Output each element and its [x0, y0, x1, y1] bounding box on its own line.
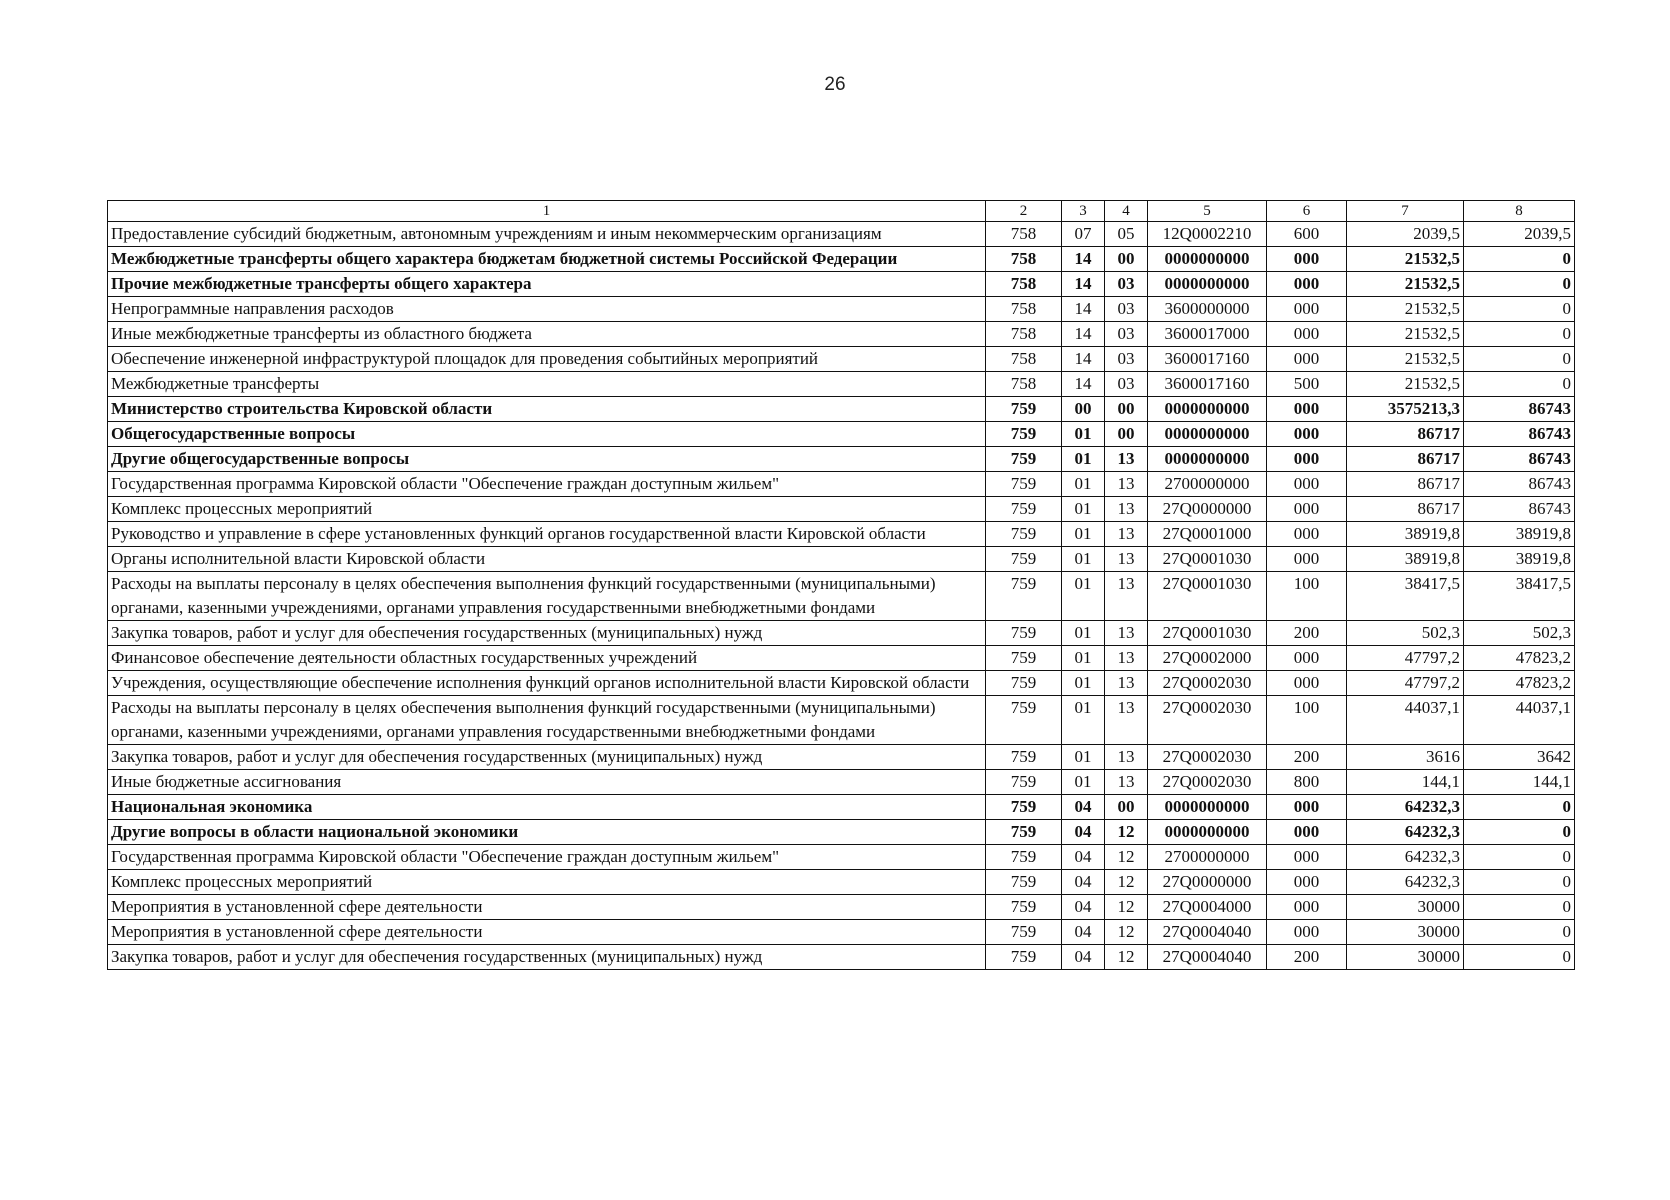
section-code-cell: 04 — [1062, 945, 1105, 970]
target-article-cell: 3600017160 — [1148, 372, 1267, 397]
amount-column-8-cell: 86743 — [1464, 497, 1575, 522]
expense-type-cell: 000 — [1267, 522, 1347, 547]
target-article-cell: 2700000000 — [1148, 472, 1267, 497]
amount-column-7-cell: 3616 — [1347, 745, 1464, 770]
section-code-cell: 01 — [1062, 621, 1105, 646]
ministry-code-cell: 758 — [986, 297, 1062, 322]
row-name-cell: Мероприятия в установленной сфере деятельности — [108, 895, 986, 920]
table-row — [108, 671, 1575, 696]
section-code-cell: 14 — [1062, 372, 1105, 397]
amount-column-7-cell: 44037,1 — [1347, 696, 1464, 745]
amount-column-8-cell: 0 — [1464, 347, 1575, 372]
subsection-code-cell: 13 — [1105, 671, 1148, 696]
section-code-cell: 01 — [1062, 422, 1105, 447]
amount-column-7-cell: 30000 — [1347, 920, 1464, 945]
ministry-code-cell: 759 — [986, 472, 1062, 497]
section-code-cell: 01 — [1062, 447, 1105, 472]
table-row — [108, 572, 1575, 621]
table-row — [108, 322, 1575, 347]
expense-type-cell: 600 — [1267, 222, 1347, 247]
column-header: 7 — [1347, 201, 1464, 222]
table-row — [108, 945, 1575, 970]
subsection-code-cell: 12 — [1105, 870, 1148, 895]
row-name-cell: Иные бюджетные ассигнования — [108, 770, 986, 795]
table-row — [108, 845, 1575, 870]
row-name-cell: Закупка товаров, работ и услуг для обеспечения государственных (муниципальных) нужд — [108, 745, 986, 770]
subsection-code-cell: 13 — [1105, 646, 1148, 671]
expense-type-cell: 000 — [1267, 397, 1347, 422]
subsection-code-cell: 00 — [1105, 795, 1148, 820]
amount-column-7-cell: 64232,3 — [1347, 795, 1464, 820]
amount-column-8-cell: 86743 — [1464, 447, 1575, 472]
column-header: 1 — [108, 201, 986, 222]
section-code-cell: 01 — [1062, 472, 1105, 497]
ministry-code-cell: 759 — [986, 845, 1062, 870]
target-article-cell: 27Q0002030 — [1148, 696, 1267, 745]
column-header: 2 — [986, 201, 1062, 222]
row-name-cell: Иные межбюджетные трансферты из областного бюджета — [108, 322, 986, 347]
column-header: 4 — [1105, 201, 1148, 222]
ministry-code-cell: 759 — [986, 770, 1062, 795]
amount-column-8-cell: 0 — [1464, 247, 1575, 272]
amount-column-8-cell: 86743 — [1464, 422, 1575, 447]
amount-column-7-cell: 38417,5 — [1347, 572, 1464, 621]
expense-type-cell: 000 — [1267, 422, 1347, 447]
target-article-cell: 0000000000 — [1148, 247, 1267, 272]
row-name-cell: Закупка товаров, работ и услуг для обеспечения государственных (муниципальных) нужд — [108, 621, 986, 646]
table-row — [108, 422, 1575, 447]
row-name-cell: Другие общегосударственные вопросы — [108, 447, 986, 472]
target-article-cell: 27Q0001000 — [1148, 522, 1267, 547]
target-article-cell: 27Q0001030 — [1148, 572, 1267, 621]
table-row — [108, 820, 1575, 845]
expense-type-cell: 000 — [1267, 870, 1347, 895]
amount-column-7-cell: 47797,2 — [1347, 646, 1464, 671]
ministry-code-cell: 759 — [986, 621, 1062, 646]
column-header: 3 — [1062, 201, 1105, 222]
target-article-cell: 0000000000 — [1148, 397, 1267, 422]
expense-type-cell: 000 — [1267, 547, 1347, 572]
subsection-code-cell: 00 — [1105, 247, 1148, 272]
row-name-cell: Органы исполнительной власти Кировской области — [108, 547, 986, 572]
target-article-cell: 0000000000 — [1148, 820, 1267, 845]
ministry-code-cell: 759 — [986, 422, 1062, 447]
section-code-cell: 07 — [1062, 222, 1105, 247]
ministry-code-cell: 758 — [986, 247, 1062, 272]
row-name-cell: Государственная программа Кировской области "Обеспечение граждан доступным жильем" — [108, 845, 986, 870]
amount-column-7-cell: 21532,5 — [1347, 347, 1464, 372]
section-code-cell: 04 — [1062, 895, 1105, 920]
ministry-code-cell: 759 — [986, 920, 1062, 945]
ministry-code-cell: 758 — [986, 272, 1062, 297]
section-code-cell: 14 — [1062, 247, 1105, 272]
row-name-cell: Закупка товаров, работ и услуг для обеспечения государственных (муниципальных) нужд — [108, 945, 986, 970]
subsection-code-cell: 00 — [1105, 422, 1148, 447]
amount-column-8-cell: 0 — [1464, 845, 1575, 870]
section-code-cell: 01 — [1062, 646, 1105, 671]
column-header: 8 — [1464, 201, 1575, 222]
amount-column-7-cell: 64232,3 — [1347, 870, 1464, 895]
amount-column-7-cell: 30000 — [1347, 945, 1464, 970]
amount-column-7-cell: 3575213,3 — [1347, 397, 1464, 422]
row-name-cell: Общегосударственные вопросы — [108, 422, 986, 447]
subsection-code-cell: 05 — [1105, 222, 1148, 247]
ministry-code-cell: 759 — [986, 671, 1062, 696]
amount-column-8-cell: 38919,8 — [1464, 547, 1575, 572]
amount-column-7-cell: 64232,3 — [1347, 820, 1464, 845]
ministry-code-cell: 758 — [986, 372, 1062, 397]
section-code-cell: 14 — [1062, 347, 1105, 372]
amount-column-7-cell: 30000 — [1347, 895, 1464, 920]
row-name-cell: Непрограммные направления расходов — [108, 297, 986, 322]
ministry-code-cell: 759 — [986, 646, 1062, 671]
amount-column-7-cell: 2039,5 — [1347, 222, 1464, 247]
row-name-cell: Комплекс процессных мероприятий — [108, 870, 986, 895]
expense-type-cell: 200 — [1267, 745, 1347, 770]
target-article-cell: 27Q0004040 — [1148, 945, 1267, 970]
subsection-code-cell: 12 — [1105, 845, 1148, 870]
ministry-code-cell: 759 — [986, 497, 1062, 522]
amount-column-8-cell: 0 — [1464, 322, 1575, 347]
ministry-code-cell: 759 — [986, 572, 1062, 621]
amount-column-8-cell: 3642 — [1464, 745, 1575, 770]
expense-type-cell: 000 — [1267, 795, 1347, 820]
expense-type-cell: 000 — [1267, 272, 1347, 297]
ministry-code-cell: 759 — [986, 820, 1062, 845]
table-row — [108, 272, 1575, 297]
expense-type-cell: 000 — [1267, 472, 1347, 497]
row-name-cell: Прочие межбюджетные трансферты общего характера — [108, 272, 986, 297]
subsection-code-cell: 12 — [1105, 820, 1148, 845]
expense-type-cell: 000 — [1267, 845, 1347, 870]
amount-column-8-cell: 47823,2 — [1464, 646, 1575, 671]
column-header: 6 — [1267, 201, 1347, 222]
expense-type-cell: 100 — [1267, 696, 1347, 745]
ministry-code-cell: 759 — [986, 397, 1062, 422]
table-row — [108, 547, 1575, 572]
target-article-cell: 27Q0001030 — [1148, 621, 1267, 646]
table-row — [108, 297, 1575, 322]
target-article-cell: 27Q0002030 — [1148, 770, 1267, 795]
ministry-code-cell: 759 — [986, 447, 1062, 472]
table-row — [108, 522, 1575, 547]
amount-column-8-cell: 0 — [1464, 920, 1575, 945]
table-row — [108, 247, 1575, 272]
amount-column-8-cell: 0 — [1464, 297, 1575, 322]
expense-type-cell: 000 — [1267, 895, 1347, 920]
table-row — [108, 745, 1575, 770]
expense-type-cell: 000 — [1267, 920, 1347, 945]
target-article-cell: 3600000000 — [1148, 297, 1267, 322]
amount-column-7-cell: 86717 — [1347, 497, 1464, 522]
table-row — [108, 347, 1575, 372]
ministry-code-cell: 759 — [986, 870, 1062, 895]
table-row — [108, 497, 1575, 522]
amount-column-7-cell: 64232,3 — [1347, 845, 1464, 870]
section-code-cell: 04 — [1062, 795, 1105, 820]
table-row — [108, 920, 1575, 945]
ministry-code-cell: 759 — [986, 945, 1062, 970]
expense-type-cell: 100 — [1267, 572, 1347, 621]
budget-table-container — [107, 200, 1574, 970]
target-article-cell: 27Q0002000 — [1148, 646, 1267, 671]
table-row — [108, 646, 1575, 671]
subsection-code-cell: 13 — [1105, 696, 1148, 745]
amount-column-7-cell: 502,3 — [1347, 621, 1464, 646]
expense-type-cell: 200 — [1267, 945, 1347, 970]
section-code-cell: 01 — [1062, 745, 1105, 770]
section-code-cell: 01 — [1062, 770, 1105, 795]
row-name-cell: Межбюджетные трансферты общего характера бюджетам бюджетной системы Российской Федерации — [108, 247, 986, 272]
expense-type-cell: 000 — [1267, 671, 1347, 696]
row-name-cell: Министерство строительства Кировской области — [108, 397, 986, 422]
amount-column-8-cell: 144,1 — [1464, 770, 1575, 795]
amount-column-7-cell: 21532,5 — [1347, 297, 1464, 322]
target-article-cell: 27Q0004000 — [1148, 895, 1267, 920]
section-code-cell: 01 — [1062, 497, 1105, 522]
budget-table — [107, 200, 1575, 970]
expense-type-cell: 000 — [1267, 646, 1347, 671]
amount-column-8-cell: 86743 — [1464, 397, 1575, 422]
amount-column-7-cell: 21532,5 — [1347, 272, 1464, 297]
target-article-cell: 27Q0000000 — [1148, 870, 1267, 895]
amount-column-8-cell: 0 — [1464, 945, 1575, 970]
target-article-cell: 3600017160 — [1148, 347, 1267, 372]
subsection-code-cell: 13 — [1105, 745, 1148, 770]
amount-column-8-cell: 0 — [1464, 895, 1575, 920]
table-row — [108, 696, 1575, 745]
amount-column-7-cell: 38919,8 — [1347, 522, 1464, 547]
section-code-cell: 14 — [1062, 272, 1105, 297]
subsection-code-cell: 12 — [1105, 920, 1148, 945]
amount-column-7-cell: 86717 — [1347, 472, 1464, 497]
subsection-code-cell: 03 — [1105, 347, 1148, 372]
row-name-cell: Предоставление субсидий бюджетным, автономным учреждениям и иным некоммерческим организациям — [108, 222, 986, 247]
subsection-code-cell: 13 — [1105, 497, 1148, 522]
column-header: 5 — [1148, 201, 1267, 222]
expense-type-cell: 800 — [1267, 770, 1347, 795]
subsection-code-cell: 03 — [1105, 372, 1148, 397]
amount-column-8-cell: 502,3 — [1464, 621, 1575, 646]
table-row — [108, 472, 1575, 497]
section-code-cell: 04 — [1062, 820, 1105, 845]
section-code-cell: 01 — [1062, 671, 1105, 696]
amount-column-7-cell: 86717 — [1347, 422, 1464, 447]
expense-type-cell: 500 — [1267, 372, 1347, 397]
section-code-cell: 14 — [1062, 297, 1105, 322]
section-code-cell: 01 — [1062, 696, 1105, 745]
subsection-code-cell: 03 — [1105, 272, 1148, 297]
ministry-code-cell: 758 — [986, 322, 1062, 347]
row-name-cell: Обеспечение инженерной инфраструктурой площадок для проведения событийных мероприятий — [108, 347, 986, 372]
expense-type-cell: 000 — [1267, 347, 1347, 372]
amount-column-8-cell: 0 — [1464, 272, 1575, 297]
amount-column-7-cell: 21532,5 — [1347, 247, 1464, 272]
row-name-cell: Государственная программа Кировской области "Обеспечение граждан доступным жильем" — [108, 472, 986, 497]
ministry-code-cell: 759 — [986, 895, 1062, 920]
expense-type-cell: 000 — [1267, 820, 1347, 845]
row-name-cell: Национальная экономика — [108, 795, 986, 820]
table-row — [108, 795, 1575, 820]
subsection-code-cell: 12 — [1105, 945, 1148, 970]
section-code-cell: 04 — [1062, 870, 1105, 895]
subsection-code-cell: 12 — [1105, 895, 1148, 920]
subsection-code-cell: 13 — [1105, 472, 1148, 497]
header-row — [108, 201, 1575, 222]
subsection-code-cell: 13 — [1105, 572, 1148, 621]
ministry-code-cell: 759 — [986, 696, 1062, 745]
ministry-code-cell: 758 — [986, 222, 1062, 247]
subsection-code-cell: 00 — [1105, 397, 1148, 422]
section-code-cell: 01 — [1062, 572, 1105, 621]
amount-column-8-cell: 86743 — [1464, 472, 1575, 497]
target-article-cell: 27Q0001030 — [1148, 547, 1267, 572]
target-article-cell: 27Q0002030 — [1148, 745, 1267, 770]
target-article-cell: 2700000000 — [1148, 845, 1267, 870]
expense-type-cell: 000 — [1267, 297, 1347, 322]
amount-column-8-cell: 44037,1 — [1464, 696, 1575, 745]
section-code-cell: 00 — [1062, 397, 1105, 422]
row-name-cell: Другие вопросы в области национальной экономики — [108, 820, 986, 845]
ministry-code-cell: 758 — [986, 347, 1062, 372]
row-name-cell: Мероприятия в установленной сфере деятельности — [108, 920, 986, 945]
subsection-code-cell: 13 — [1105, 770, 1148, 795]
amount-column-8-cell: 0 — [1464, 795, 1575, 820]
target-article-cell: 12Q0002210 — [1148, 222, 1267, 247]
amount-column-7-cell: 47797,2 — [1347, 671, 1464, 696]
amount-column-8-cell: 38417,5 — [1464, 572, 1575, 621]
row-name-cell: Межбюджетные трансферты — [108, 372, 986, 397]
expense-type-cell: 000 — [1267, 322, 1347, 347]
row-name-cell: Учреждения, осуществляющие обеспечение исполнения функций органов исполнительной власти Кировской области — [108, 671, 986, 696]
expense-type-cell: 000 — [1267, 247, 1347, 272]
section-code-cell: 04 — [1062, 920, 1105, 945]
ministry-code-cell: 759 — [986, 745, 1062, 770]
target-article-cell: 27Q0002030 — [1148, 671, 1267, 696]
target-article-cell: 27Q0000000 — [1148, 497, 1267, 522]
ministry-code-cell: 759 — [986, 795, 1062, 820]
amount-column-8-cell: 2039,5 — [1464, 222, 1575, 247]
subsection-code-cell: 03 — [1105, 297, 1148, 322]
row-name-cell: Расходы на выплаты персоналу в целях обеспечения выполнения функций государственными (муниципальными) органами, казенными учреждениями, органами управления государственными внебюджетными фондами — [108, 696, 986, 745]
section-code-cell: 14 — [1062, 322, 1105, 347]
amount-column-8-cell: 47823,2 — [1464, 671, 1575, 696]
subsection-code-cell: 13 — [1105, 547, 1148, 572]
amount-column-8-cell: 0 — [1464, 820, 1575, 845]
amount-column-8-cell: 38919,8 — [1464, 522, 1575, 547]
target-article-cell: 27Q0004040 — [1148, 920, 1267, 945]
target-article-cell: 0000000000 — [1148, 272, 1267, 297]
amount-column-7-cell: 38919,8 — [1347, 547, 1464, 572]
target-article-cell: 0000000000 — [1148, 422, 1267, 447]
section-code-cell: 01 — [1062, 547, 1105, 572]
amount-column-8-cell: 0 — [1464, 870, 1575, 895]
amount-column-7-cell: 144,1 — [1347, 770, 1464, 795]
table-row — [108, 870, 1575, 895]
table-row — [108, 397, 1575, 422]
ministry-code-cell: 759 — [986, 547, 1062, 572]
table-row — [108, 895, 1575, 920]
expense-type-cell: 200 — [1267, 621, 1347, 646]
subsection-code-cell: 13 — [1105, 621, 1148, 646]
ministry-code-cell: 759 — [986, 522, 1062, 547]
target-article-cell: 0000000000 — [1148, 795, 1267, 820]
section-code-cell: 01 — [1062, 522, 1105, 547]
row-name-cell: Комплекс процессных мероприятий — [108, 497, 986, 522]
section-code-cell: 04 — [1062, 845, 1105, 870]
table-row — [108, 222, 1575, 247]
amount-column-7-cell: 21532,5 — [1347, 372, 1464, 397]
row-name-cell: Расходы на выплаты персоналу в целях обеспечения выполнения функций государственными (муниципальными) органами, казенными учреждениями, органами управления государственными внебюджетными фондами — [108, 572, 986, 621]
table-row — [108, 621, 1575, 646]
target-article-cell: 3600017000 — [1148, 322, 1267, 347]
subsection-code-cell: 13 — [1105, 447, 1148, 472]
table-row — [108, 372, 1575, 397]
subsection-code-cell: 03 — [1105, 322, 1148, 347]
expense-type-cell: 000 — [1267, 497, 1347, 522]
row-name-cell: Руководство и управление в сфере установленных функций органов государственной власти Кировской области — [108, 522, 986, 547]
amount-column-7-cell: 21532,5 — [1347, 322, 1464, 347]
table-row — [108, 447, 1575, 472]
amount-column-8-cell: 0 — [1464, 372, 1575, 397]
page-number: 26 — [824, 74, 846, 95]
expense-type-cell: 000 — [1267, 447, 1347, 472]
subsection-code-cell: 13 — [1105, 522, 1148, 547]
row-name-cell: Финансовое обеспечение деятельности областных государственных учреждений — [108, 646, 986, 671]
amount-column-7-cell: 86717 — [1347, 447, 1464, 472]
table-row — [108, 770, 1575, 795]
target-article-cell: 0000000000 — [1148, 447, 1267, 472]
